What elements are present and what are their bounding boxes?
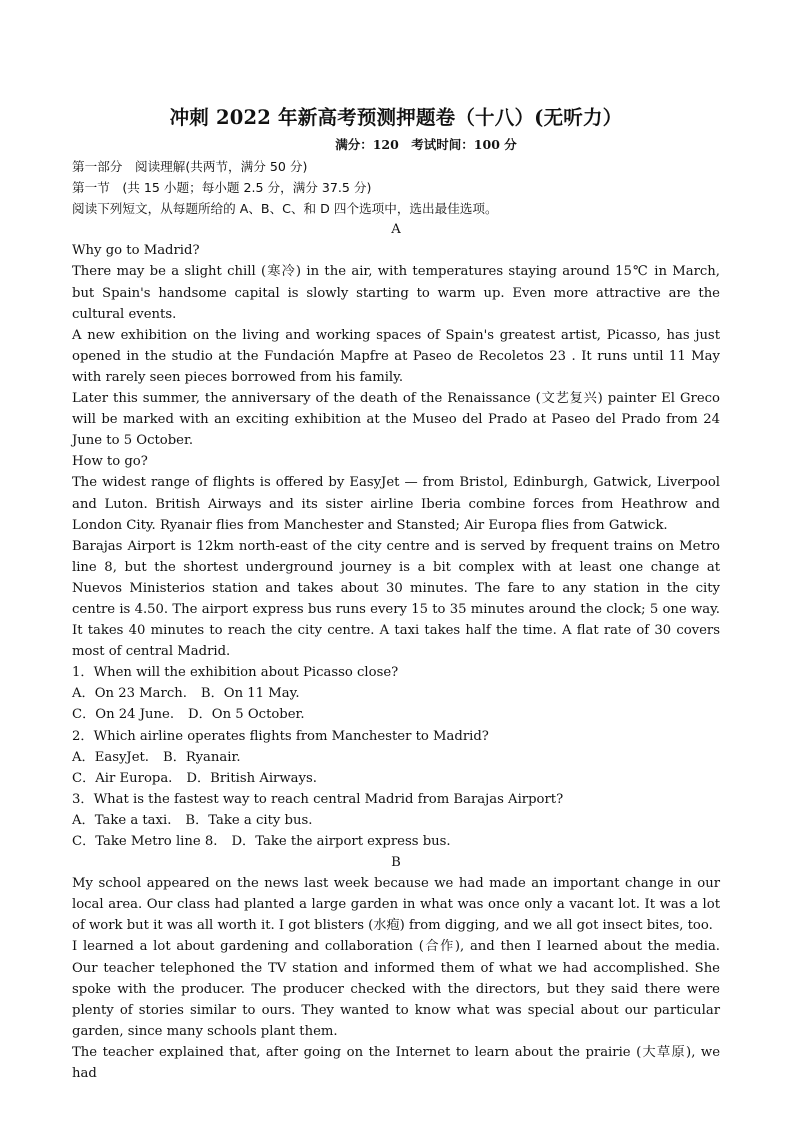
passage-a-paragraph-1: There may be a slight chill (寒冷) in the air, with temperatures staying around 15℃ in March, but Spain's handsome capital is slowly starting to warm up. Even more attractive are the cultural events. [72, 264, 720, 322]
section-heading: 第一节 (共 15 小题；每小题 2.5 分，满分 37.5 分) [72, 180, 372, 196]
question-3 [72, 789, 720, 852]
option-a: A．Take a taxi. [72, 812, 172, 828]
passage-a-paragraph-3: Later this summer, the anniversary of the death of the Renaissance (文艺复兴) painter El Greco will be marked with an exciting exhibition at the Museo del Prado at Paseo del Prado from 24 June to 5 October. [72, 391, 720, 449]
question-stem: 3．What is the fastest way to reach central Madrid from Barajas Airport? [72, 791, 564, 807]
option-b: B．On 11 May. [200, 686, 300, 702]
exam-title: 冲刺 2022 年新高考预测押题卷（十八）(无听力） [169, 106, 623, 129]
option-c: C．Air Europa. [72, 770, 173, 786]
exam-page [72, 102, 720, 1084]
passage-a-heading-2: How to go? [72, 454, 148, 470]
passage-a-paragraph-2: A new exhibition on the living and working spaces of Spain's greatest artist, Picasso, has just opened in the studio at the Fundación Mapfre at Paseo de Recoletos 23 . It runs until 11 May with rarely seen pieces borrowed from his family. [72, 327, 720, 385]
option-b: B．Ryanair. [163, 749, 241, 765]
option-row [72, 747, 720, 768]
passage-b-label: B [391, 855, 401, 871]
question-stem: 2．Which airline operates flights from Manchester to Madrid? [72, 728, 489, 744]
option-c: C．On 24 June. [72, 707, 175, 723]
passage-a-paragraph-4: The widest range of flights is offered by EasyJet — from Bristol, Edinburgh, Gatwick, Liverpool and Luton. British Airways and its sister airline Iberia combine forces from Heathrow and London City. Ryanair flies from Manchester and Stansted; Air Europa flies from Gatwick. [72, 475, 720, 533]
option-b: B．Take a city bus. [185, 812, 313, 828]
option-row [72, 683, 720, 704]
passage-b-paragraph-3: The teacher explained that, after going on the Internet to learn about the prairie (大草原), we had [72, 1044, 720, 1082]
question-2 [72, 726, 720, 789]
passage-b-paragraph-2: I learned a lot about gardening and collaboration (合作), and then I learned about the media. Our teacher telephoned the TV station and informed them of what we had accomplished. She spoke with the producer. The producer checked with the directors, but they said there were plenty of stories similar to ours. They wanted to know what was special about our particular garden, since many schools plant them. [72, 939, 720, 1039]
question-1 [72, 662, 720, 725]
part-heading: 第一部分 阅读理解(共两节，满分 50 分) [72, 159, 308, 174]
question-stem: 1．When will the exhibition about Picasso close? [72, 665, 399, 681]
option-row [72, 704, 720, 725]
passage-b-paragraph-1: My school appeared on the news last week because we had made an important change in our local area. Our class had planted a large garden in what was once only a vacant lot. It was a lot of work but it was all worth it. I got blisters (水疱) from digging, and we all got insect bites, too. [72, 876, 720, 934]
exam-meta: 满分：120 考试时间：100 分 [335, 137, 517, 152]
option-c: C．Take Metro line 8. [72, 834, 218, 849]
passage-a-label: A [391, 222, 401, 238]
option-a: A．EasyJet. [72, 749, 149, 765]
option-row [72, 810, 720, 831]
option-a: A．On 23 March. [72, 686, 187, 702]
passage-a-heading-1: Why go to Madrid? [72, 243, 200, 259]
option-row [72, 768, 720, 789]
option-d: D．Take the airport express bus. [231, 834, 451, 849]
passage-a-paragraph-5: Barajas Airport is 12km north-east of the city centre and is served by frequent trains on Metro line 8, but the shortest underground journey is a bit complex with at least one change at Nuevos Ministerios station and takes about 30 minutes. The fare to any station in the city centre is 4.50. The airport express bus runs every 15 to 35 minutes around the clock; 5 one way. It takes 40 minutes to reach the city centre. A taxi takes half the time. A flat rate of 30 covers most of central Madrid. [72, 538, 720, 660]
option-d: D．On 5 October. [188, 707, 305, 723]
option-d: D．British Airways. [186, 770, 317, 786]
instruction-text: 阅读下列短文，从每题所给的 A、B、C、和 D 四个选项中，选出最佳选项。 [72, 201, 498, 217]
option-row [72, 831, 720, 852]
